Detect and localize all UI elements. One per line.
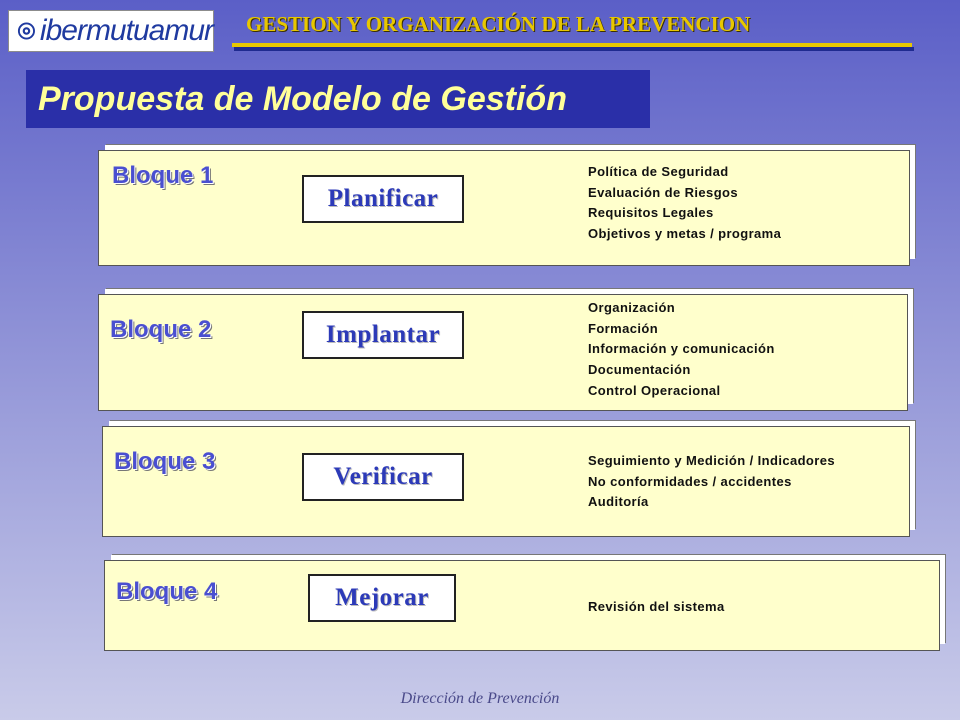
block-3-item: Seguimiento y Medición / Indicadores [588, 453, 835, 468]
block-3-verb: Verificar [302, 453, 464, 501]
block-4-items [588, 597, 725, 618]
block-2-verb: Implantar [302, 311, 464, 359]
logo-symbol-icon [17, 16, 36, 46]
block-4-label: Bloque 4 [116, 578, 218, 605]
logo-text: ibermutuamur [39, 14, 213, 47]
company-logo [8, 10, 214, 52]
block-1-label: Bloque 1 [112, 162, 214, 189]
block-2-item: Control Operacional [588, 382, 721, 398]
block-2-panel [98, 294, 908, 411]
block-2-items [588, 298, 775, 401]
block-3-items [588, 451, 835, 513]
block-3-label: Bloque 3 [114, 448, 216, 475]
block-1-verb: Planificar [302, 175, 464, 223]
block-2-item: Organización [588, 300, 676, 315]
block-1-items [588, 162, 781, 245]
page-title: Propuesta de Modelo de Gestión [26, 70, 650, 128]
header-underline [232, 43, 912, 47]
block-4-panel [104, 560, 940, 651]
header-title: GESTION Y ORGANIZACIÓN DE LA PREVENCION [246, 12, 751, 36]
block-4-verb: Mejorar [308, 574, 456, 622]
block-2-item: Formación [588, 320, 659, 336]
block-1-panel [98, 150, 910, 266]
block-2-item: Información y comunicación [588, 341, 775, 357]
footer-text: Dirección de Prevención [400, 690, 560, 707]
block-1-item: Requisitos Legales [588, 205, 714, 221]
block-2-item: Documentación [588, 362, 691, 378]
block-1-item: Evaluación de Riesgos [588, 184, 739, 200]
block-1-item: Política de Seguridad [588, 164, 729, 179]
block-1-item: Objetivos y metas / programa [588, 226, 782, 242]
block-2-label: Bloque 2 [110, 316, 212, 343]
block-3-item: No conformidades / accidentes [588, 473, 792, 489]
block-3-item: Auditoría [588, 494, 649, 510]
block-4-item: Revisión del sistema [588, 599, 725, 614]
